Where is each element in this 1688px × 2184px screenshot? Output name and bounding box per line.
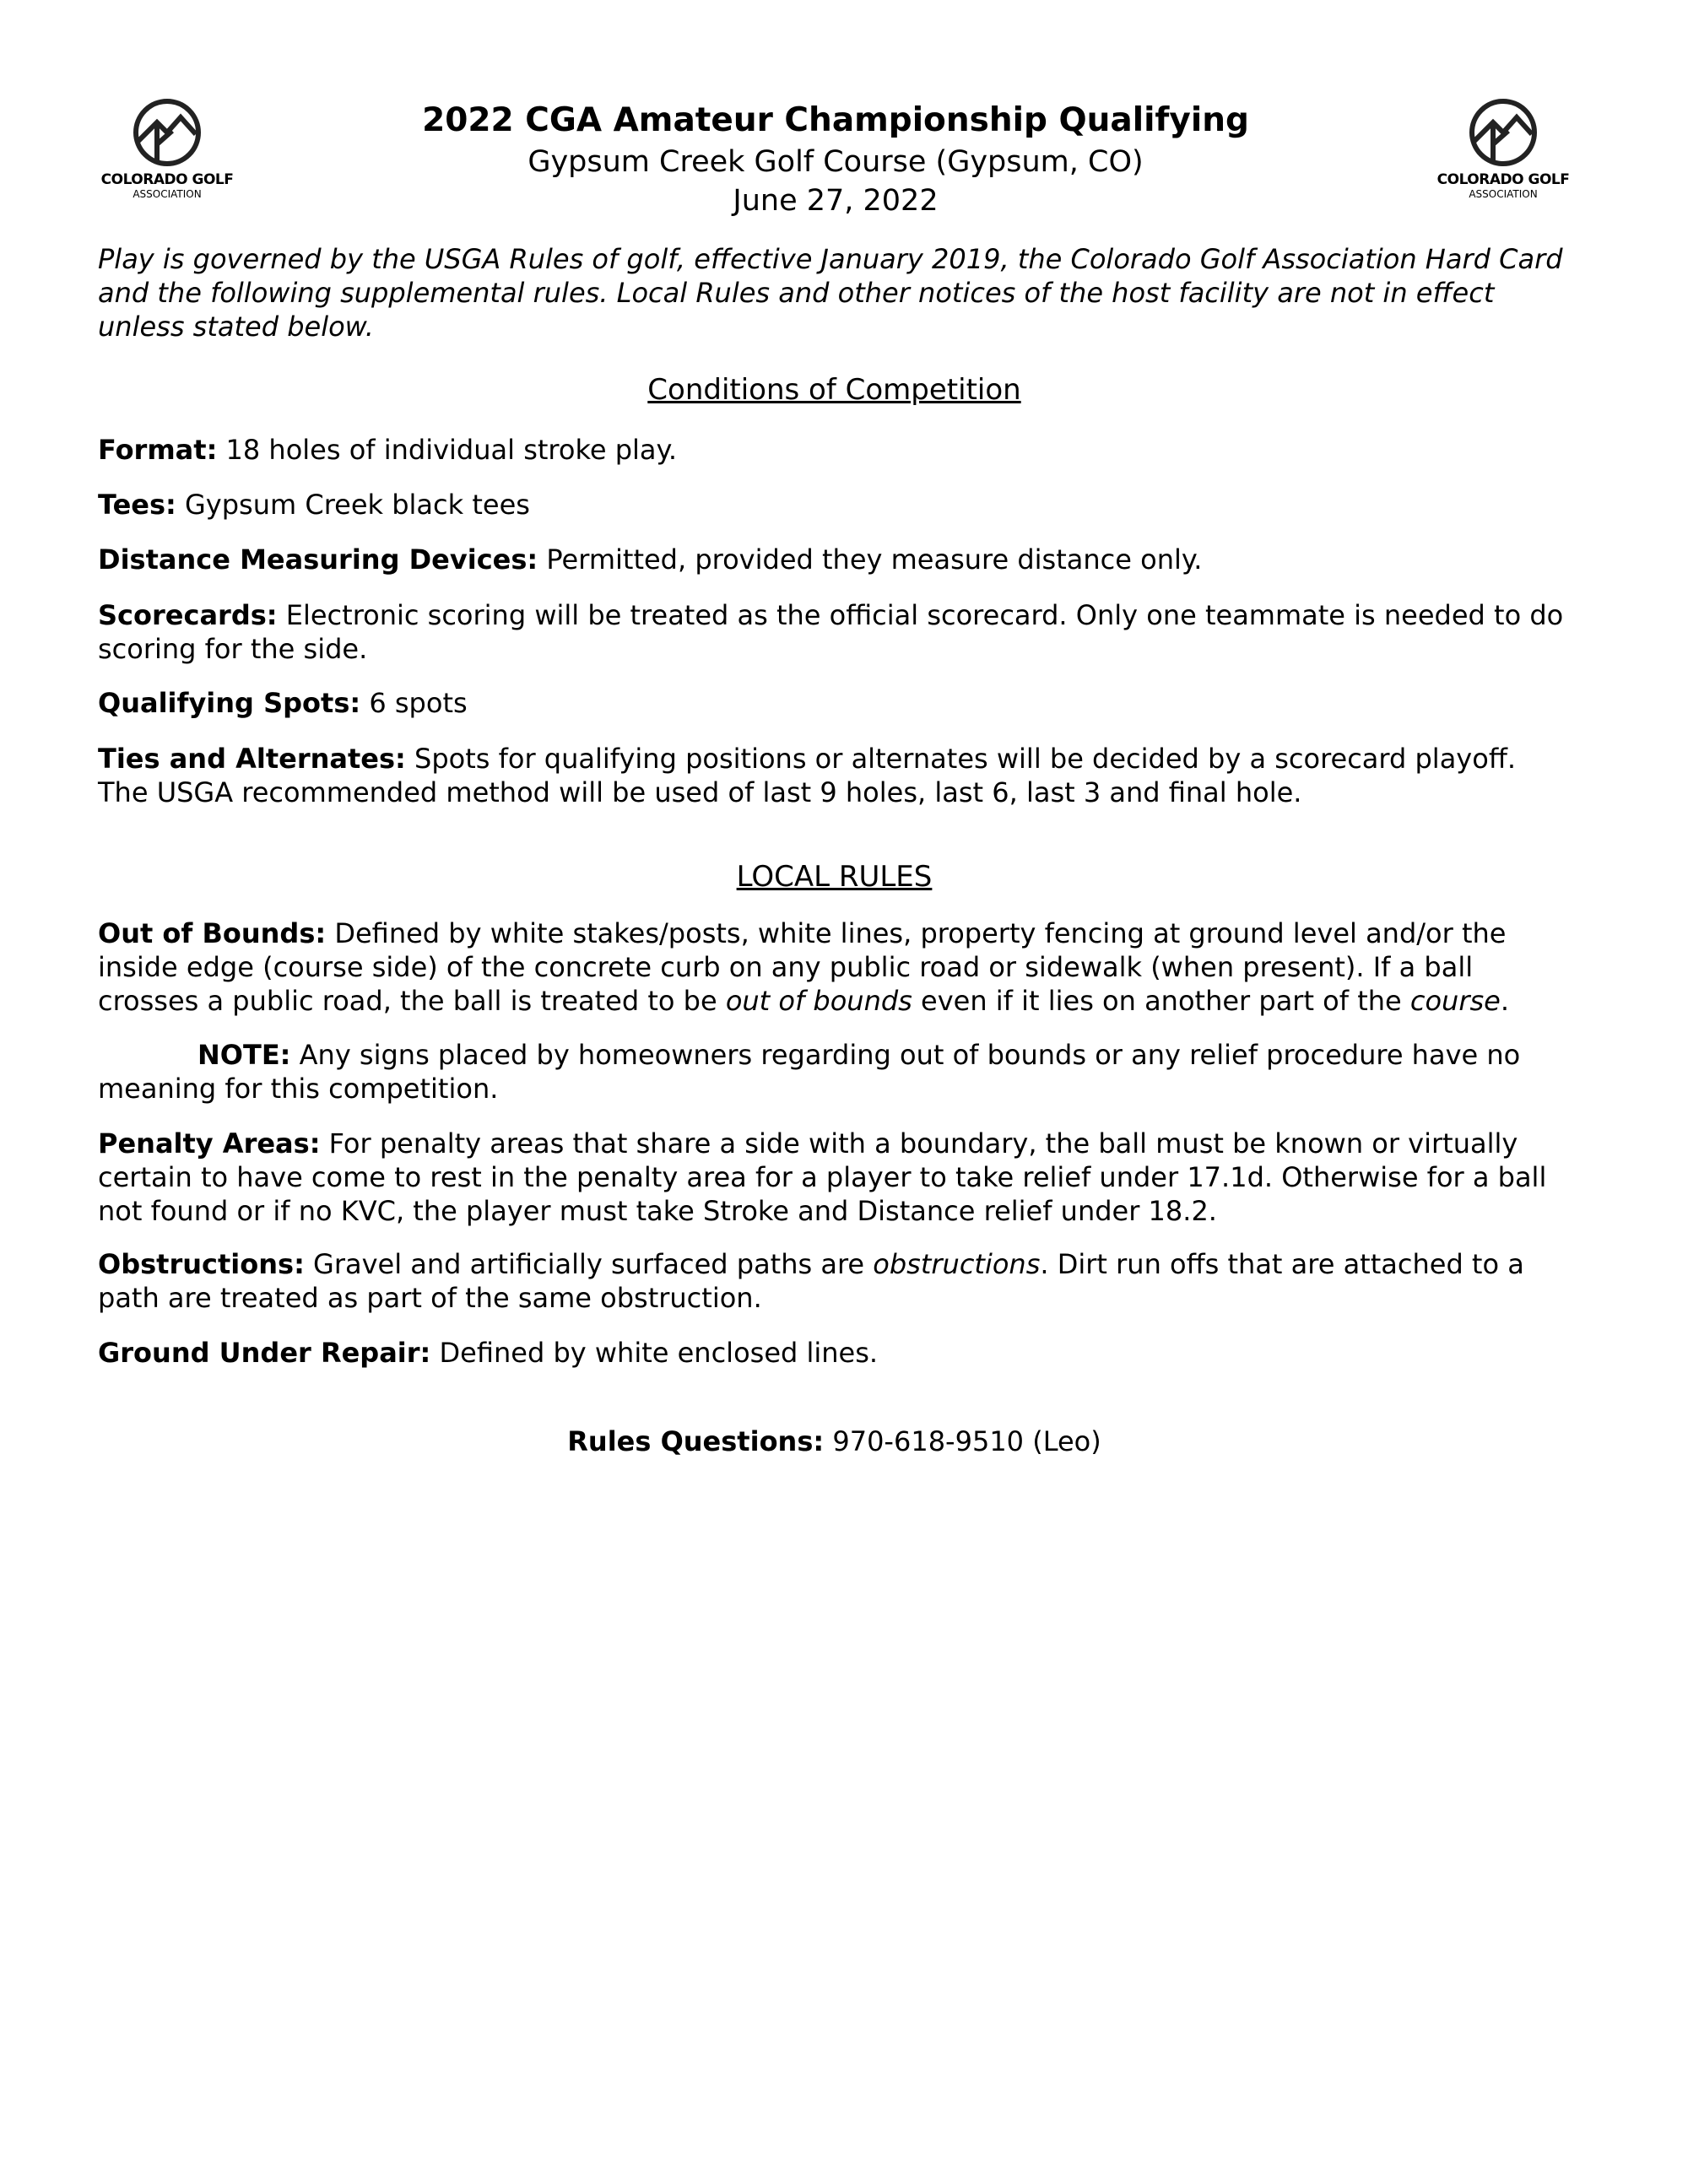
contact-phone: 970-618-9510 (Leo): [824, 1425, 1101, 1457]
rule-text: 6 spots: [360, 687, 468, 719]
ground-under-repair-rule: [98, 1336, 1571, 1370]
rule-label: Distance Measuring Devices:: [98, 543, 538, 576]
intro-text: Play is governed by the USGA Rules of golf, effective January 2019, the Colorado Golf Association Hard Card and the following supplemental rules. Local Rules and other notices of the host facility are not in effect unless stated below.: [98, 243, 1563, 343]
rule-text: Gravel and artificially surfaced paths are: [304, 1248, 874, 1280]
rule-text: . Dirt run offs that are attached to a path are treated as part of the same obstruction.: [98, 1248, 1524, 1314]
ties-rule: [98, 742, 1571, 809]
rule-text: 18 holes of individual stroke play.: [217, 434, 678, 466]
rule-text: even if it lies on another part of the: [912, 985, 1410, 1017]
rule-label: Ground Under Repair:: [98, 1337, 431, 1369]
conditions-heading-text: Conditions of Competition: [647, 373, 1021, 407]
contact-label: Rules Questions:: [567, 1425, 825, 1457]
rule-label: Format:: [98, 434, 218, 466]
rule-text: .: [1500, 985, 1510, 1017]
rule-label: Ties and Alternates:: [98, 743, 406, 775]
conditions-heading: [98, 373, 1571, 407]
format-rule: [98, 433, 1571, 467]
tees-rule: [98, 488, 1571, 522]
page-title: 2022 CGA Amateur Championship Qualifying: [422, 101, 1249, 139]
penalty-areas-rule: [98, 1127, 1571, 1228]
local-rules-heading: [98, 860, 1571, 894]
venue: Gypsum Creek Golf Course (Gypsum, CO): [528, 145, 1144, 179]
dmd-rule: [98, 543, 1571, 576]
rule-label: NOTE:: [197, 1039, 291, 1071]
rule-label: Out of Bounds:: [98, 917, 327, 949]
rule-label: Scorecards:: [98, 599, 278, 631]
rule-emphasis: out of bounds: [725, 985, 912, 1017]
rule-text: Defined by white stakes/posts, white lines, property fencing at ground level and/or the inside edge (course side) of the concrete curb on any public road or sidewalk (when present). If a ball crosses a public road, the ball is treated to be: [98, 917, 1507, 1017]
obstructions-rule: [98, 1247, 1571, 1315]
rule-emphasis: course: [1409, 985, 1501, 1017]
rule-text: Gypsum Creek black tees: [176, 489, 530, 521]
rule-text: Electronic scoring will be treated as the official scorecard. Only one teammate is needed to do scoring for the side.: [98, 599, 1564, 665]
rule-text: Permitted, provided they measure distance only.: [538, 543, 1203, 576]
intro-paragraph: [98, 242, 1571, 343]
logo-text: COLORADO GOLF: [1436, 171, 1570, 188]
logo-text: COLORADO GOLF: [100, 171, 234, 188]
rule-label: Obstructions:: [98, 1248, 305, 1280]
rule-emphasis: obstructions: [873, 1248, 1041, 1280]
rule-text: Any signs placed by homeowners regarding out of bounds or any relief procedure have no meaning for this competition.: [98, 1039, 1521, 1105]
event-date: June 27, 2022: [733, 184, 939, 218]
out-of-bounds-rule: [98, 916, 1571, 1018]
rule-label: Tees:: [98, 489, 176, 521]
logo-subtext: ASSOCIATION: [1469, 188, 1538, 200]
rule-text: Defined by white enclosed lines.: [430, 1337, 879, 1369]
note-rule: [98, 1038, 1571, 1106]
scorecards-rule: [98, 598, 1571, 666]
rule-text: Spots for qualifying positions or alternates will be decided by a scorecard playoff. The USGA recommended method will be used of last 9 holes, last 6, last 3 and final hole.: [98, 743, 1517, 808]
rule-label: Penalty Areas:: [98, 1127, 321, 1160]
local-rules-heading-text: LOCAL RULES: [736, 860, 933, 894]
rule-label: Qualifying Spots:: [98, 687, 361, 719]
logo-subtext: ASSOCIATION: [133, 188, 202, 200]
rule-text: For penalty areas that share a side with a boundary, the ball must be known or virtually certain to have come to rest in the penalty area for a player to take relief under 17.1d. Otherwise for a ball not found or if no KVC, the player must take Stroke and Distance relief under 18.2.: [98, 1127, 1547, 1227]
rules-questions-contact: [98, 1424, 1571, 1458]
qualifying-spots-rule: [98, 686, 1571, 720]
